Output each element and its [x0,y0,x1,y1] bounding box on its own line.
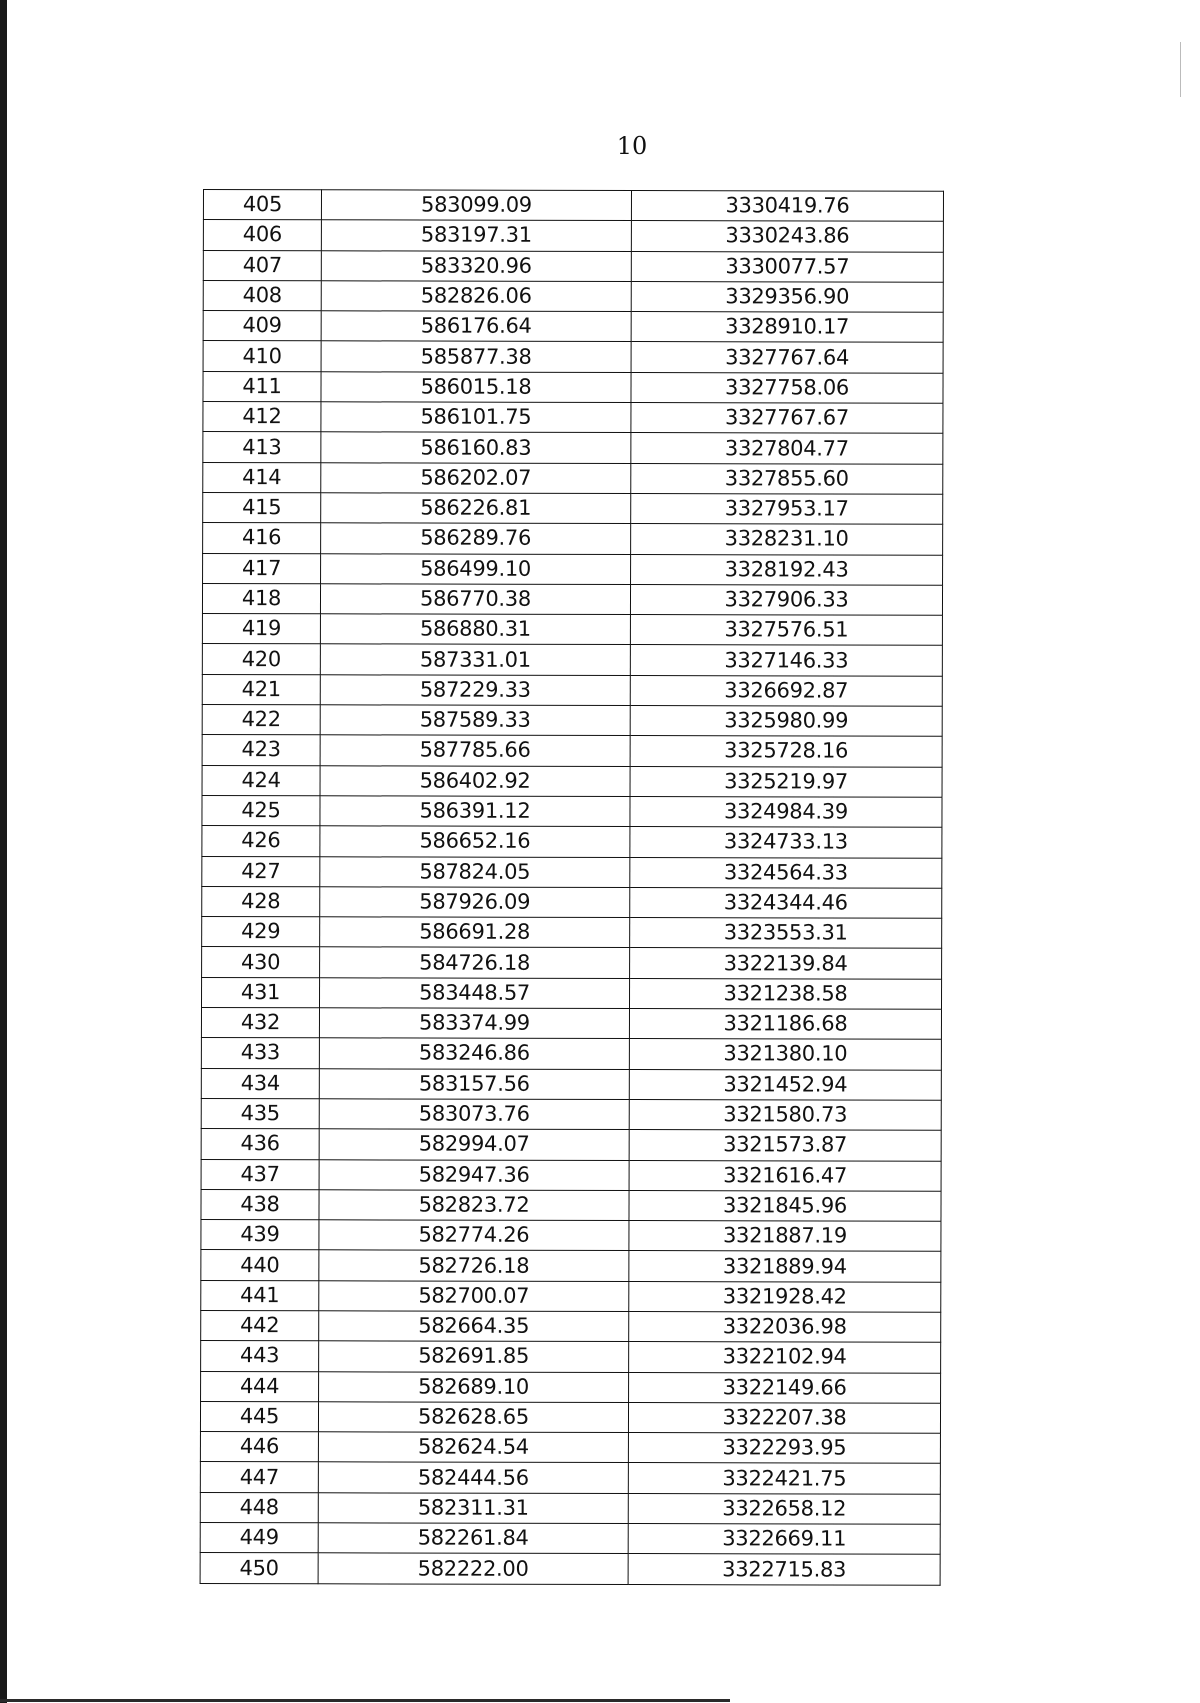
table-row [201,1038,941,1070]
y-coordinate-cell: 3325980.99 [630,706,942,737]
table-row [203,432,943,464]
x-coordinate-cell: 586770.38 [320,584,630,615]
y-coordinate-cell: 3322715.83 [628,1554,940,1585]
y-coordinate-cell: 3324564.33 [630,857,942,888]
table-row [203,462,943,494]
point-number-cell: 407 [203,250,321,281]
table-row [203,220,943,252]
table-row [202,826,942,858]
point-number-cell: 438 [201,1189,319,1220]
table-row [203,341,943,373]
point-number-cell: 444 [201,1371,319,1402]
y-coordinate-cell: 3327758.06 [631,372,943,403]
table-row [203,492,943,524]
point-number-cell: 422 [202,705,320,736]
x-coordinate-cell: 583157.56 [319,1068,629,1099]
x-coordinate-cell: 582726.18 [319,1250,629,1281]
table-row [203,523,943,555]
table-row [202,856,942,888]
table-row [201,1098,941,1130]
scan-mark [1180,42,1181,97]
x-coordinate-cell: 586160.83 [321,432,631,463]
point-number-cell: 435 [201,1098,319,1129]
x-coordinate-cell: 583374.99 [319,1008,629,1039]
coordinate-table [200,189,944,1585]
y-coordinate-cell: 3327855.60 [631,463,943,494]
x-coordinate-cell: 586391.12 [320,796,630,827]
table-row [203,280,943,312]
table-row [202,674,942,706]
point-number-cell: 424 [202,765,320,796]
point-number-cell: 408 [203,280,321,311]
point-number-cell: 419 [202,614,320,645]
point-number-cell: 432 [201,1008,319,1039]
y-coordinate-cell: 3328231.10 [631,524,943,555]
point-number-cell: 423 [202,735,320,766]
table-row [201,1220,941,1252]
point-number-cell: 416 [203,523,321,554]
point-number-cell: 440 [201,1250,319,1281]
point-number-cell: 427 [202,856,320,887]
point-number-cell: 415 [203,492,321,523]
table-row [201,1189,941,1221]
y-coordinate-cell: 3321380.10 [629,1039,941,1070]
x-coordinate-cell: 587331.01 [320,644,630,675]
point-number-cell: 413 [203,432,321,463]
point-number-cell: 445 [200,1401,318,1432]
x-coordinate-cell: 583448.57 [319,978,629,1009]
point-number-cell: 426 [202,826,320,857]
table-row [203,371,943,403]
x-coordinate-cell: 586289.76 [321,523,631,554]
x-coordinate-cell: 586499.10 [321,553,631,584]
y-coordinate-cell: 3330419.76 [631,191,943,222]
x-coordinate-cell: 586176.64 [321,311,631,342]
table-row [202,947,942,979]
table-row [201,1008,941,1040]
table-row [200,1523,940,1555]
point-number-cell: 405 [203,190,321,221]
table-row [203,553,943,585]
x-coordinate-cell: 587785.66 [320,735,630,766]
point-number-cell: 443 [201,1341,319,1372]
table-row [201,1310,941,1342]
x-coordinate-cell: 582947.36 [319,1159,629,1190]
x-coordinate-cell: 587589.33 [320,705,630,736]
x-coordinate-cell: 582700.07 [319,1280,629,1311]
coordinate-table-body [200,190,943,1585]
x-coordinate-cell: 582624.54 [318,1432,628,1463]
table-row [201,1341,941,1373]
y-coordinate-cell: 3321452.94 [629,1069,941,1100]
y-coordinate-cell: 3322102.94 [629,1342,941,1373]
table-row [201,1250,941,1282]
table-row [203,190,943,222]
table-row [200,1462,940,1494]
y-coordinate-cell: 3328910.17 [631,312,943,343]
point-number-cell: 439 [201,1220,319,1251]
y-coordinate-cell: 3327767.64 [631,342,943,373]
x-coordinate-cell: 583197.31 [321,220,631,251]
y-coordinate-cell: 3322293.95 [628,1433,940,1464]
x-coordinate-cell: 582664.35 [319,1311,629,1342]
point-number-cell: 430 [202,947,320,978]
x-coordinate-cell: 582689.10 [319,1371,629,1402]
y-coordinate-cell: 3328192.43 [631,554,943,585]
table-row [200,1492,940,1524]
y-coordinate-cell: 3322149.66 [629,1372,941,1403]
y-coordinate-cell: 3322139.84 [630,948,942,979]
point-number-cell: 421 [202,674,320,705]
y-coordinate-cell: 3330243.86 [631,221,943,252]
x-coordinate-cell: 582444.56 [318,1462,628,1493]
y-coordinate-cell: 3327576.51 [630,615,942,646]
x-coordinate-cell: 582823.72 [319,1190,629,1221]
point-number-cell: 434 [201,1068,319,1099]
table-row [201,1159,941,1191]
x-coordinate-cell: 582628.65 [318,1402,628,1433]
y-coordinate-cell: 3321928.42 [629,1281,941,1312]
table-row [203,250,943,282]
point-number-cell: 428 [202,886,320,917]
table-row [203,311,943,343]
x-coordinate-cell: 586691.28 [320,917,630,948]
y-coordinate-cell: 3323553.31 [630,918,942,949]
point-number-cell: 411 [203,371,321,402]
x-coordinate-cell: 582222.00 [318,1553,628,1584]
x-coordinate-cell: 583073.76 [319,1099,629,1130]
x-coordinate-cell: 582994.07 [319,1129,629,1160]
point-number-cell: 420 [202,644,320,675]
table-row [200,1401,940,1433]
y-coordinate-cell: 3321580.73 [629,1099,941,1130]
x-coordinate-cell: 582691.85 [319,1341,629,1372]
x-coordinate-cell: 586015.18 [321,372,631,403]
point-number-cell: 449 [200,1523,318,1554]
point-number-cell: 417 [203,553,321,584]
x-coordinate-cell: 587926.09 [320,887,630,918]
table-row [201,977,941,1009]
x-coordinate-cell: 584726.18 [320,947,630,978]
y-coordinate-cell: 3321573.87 [629,1130,941,1161]
y-coordinate-cell: 3324344.46 [630,887,942,918]
y-coordinate-cell: 3330077.57 [631,251,943,282]
x-coordinate-cell: 586202.07 [321,462,631,493]
y-coordinate-cell: 3322207.38 [628,1402,940,1433]
y-coordinate-cell: 3322658.12 [628,1493,940,1524]
y-coordinate-cell: 3327906.33 [630,584,942,615]
point-number-cell: 436 [201,1129,319,1160]
x-coordinate-cell: 586652.16 [320,826,630,857]
x-coordinate-cell: 587824.05 [320,856,630,887]
y-coordinate-cell: 3325728.16 [630,736,942,767]
point-number-cell: 450 [200,1553,318,1584]
table-row [201,1068,941,1100]
x-coordinate-cell: 586880.31 [320,614,630,645]
table-row [202,886,942,918]
point-number-cell: 442 [201,1310,319,1341]
y-coordinate-cell: 3324984.39 [630,796,942,827]
point-number-cell: 448 [200,1492,318,1523]
point-number-cell: 429 [202,917,320,948]
x-coordinate-cell: 583246.86 [319,1038,629,1069]
table-row [202,765,942,797]
point-number-cell: 433 [201,1038,319,1069]
table-row [202,644,942,676]
x-coordinate-cell: 586101.75 [321,402,631,433]
y-coordinate-cell: 3324733.13 [630,827,942,858]
x-coordinate-cell: 582261.84 [318,1523,628,1554]
point-number-cell: 425 [202,795,320,826]
table-row [202,705,942,737]
point-number-cell: 410 [203,341,321,372]
y-coordinate-cell: 3321238.58 [629,978,941,1009]
table-row [200,1432,940,1464]
y-coordinate-cell: 3329356.90 [631,281,943,312]
y-coordinate-cell: 3321845.96 [629,1190,941,1221]
point-number-cell: 441 [201,1280,319,1311]
y-coordinate-cell: 3327953.17 [631,494,943,525]
point-number-cell: 447 [200,1462,318,1493]
table-row [201,1371,941,1403]
point-number-cell: 418 [202,583,320,614]
x-coordinate-cell: 586402.92 [320,765,630,796]
x-coordinate-cell: 587229.33 [320,675,630,706]
y-coordinate-cell: 3321616.47 [629,1160,941,1191]
y-coordinate-cell: 3322421.75 [628,1463,940,1494]
scan-bottom-edge [0,1699,730,1702]
point-number-cell: 446 [200,1432,318,1463]
point-number-cell: 437 [201,1159,319,1190]
y-coordinate-cell: 3321889.94 [629,1251,941,1282]
x-coordinate-cell: 586226.81 [321,493,631,524]
x-coordinate-cell: 582311.31 [318,1493,628,1524]
table-row [201,1280,941,1312]
table-row [202,583,942,615]
y-coordinate-cell: 3327146.33 [630,645,942,676]
y-coordinate-cell: 3322036.98 [629,1312,941,1343]
table-row [202,735,942,767]
y-coordinate-cell: 3327767.67 [631,403,943,434]
y-coordinate-cell: 3321186.68 [629,1009,941,1040]
point-number-cell: 414 [203,462,321,493]
y-coordinate-cell: 3325219.97 [630,766,942,797]
table-row [202,917,942,949]
y-coordinate-cell: 3322669.11 [628,1524,940,1555]
table-row [202,614,942,646]
scan-left-edge [0,0,7,1703]
y-coordinate-cell: 3327804.77 [631,433,943,464]
page-number: 10 [616,132,648,160]
x-coordinate-cell: 583320.96 [321,250,631,281]
x-coordinate-cell: 582826.06 [321,281,631,312]
x-coordinate-cell: 582774.26 [319,1220,629,1251]
y-coordinate-cell: 3321887.19 [629,1221,941,1252]
table-row [200,1553,940,1585]
point-number-cell: 409 [203,311,321,342]
table-row [201,1129,941,1161]
point-number-cell: 406 [203,220,321,251]
point-number-cell: 431 [201,977,319,1008]
y-coordinate-cell: 3326692.87 [630,675,942,706]
table-row [203,402,943,434]
x-coordinate-cell: 585877.38 [321,341,631,372]
point-number-cell: 412 [203,402,321,433]
table-row [202,795,942,827]
x-coordinate-cell: 583099.09 [321,190,631,221]
